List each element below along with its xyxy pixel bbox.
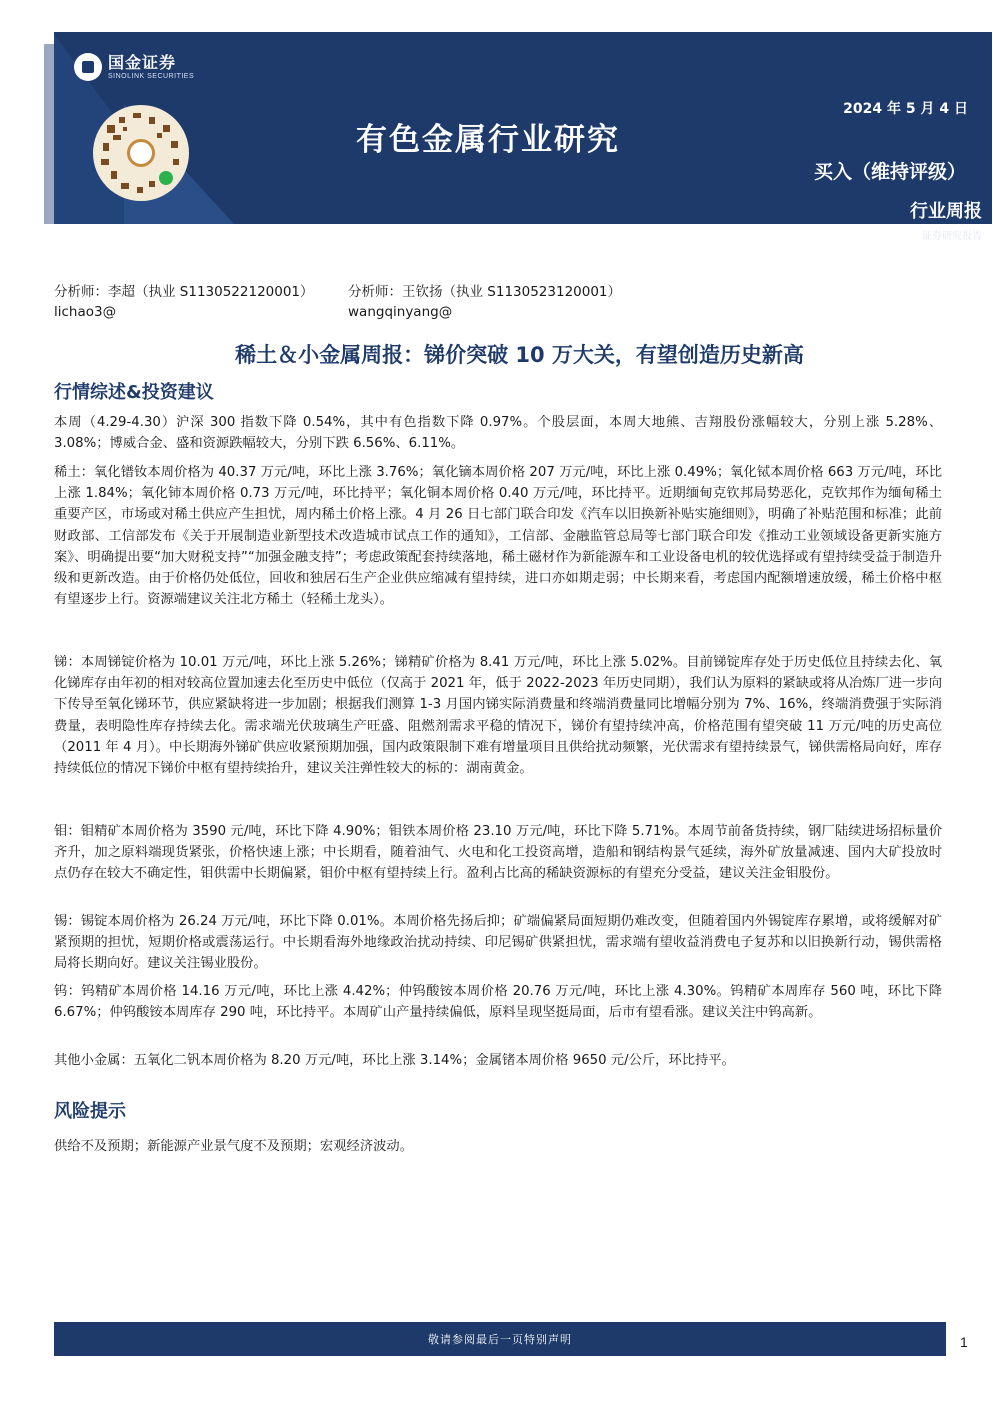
report-title: 有色金属行业研究	[356, 122, 620, 158]
logo-name-cn: 国金证券	[108, 52, 177, 72]
paragraph-antimony: 锑：本周锑锭价格为 10.01 万元/吨，环比上涨 5.26%；锑精矿价格为 8.41 万元/吨，环比上涨 5.02%。目前锑锭库存处于历史低位且持续去化、氧化锑库存由年初的相对较高位置加速去化至历史中低位（仅高于 2021 年，低于 2022-2023 年历史同期），我们认为原料的紧缺或将从冶炼厂进一步向下传导至氧化锑环节，供应紧缺将进一步加剧；根据我们测算 1-3 月国内锑实际消费量和终端消费量同比增幅分别为 7%、16%，终端消费强于实际消费量，表明隐性库存持续去化。需求端光伏玻璃生产旺盛、阻燃剂需求平稳的情况下，锑价有望持续冲高，价格范围有望突破 11 万元/吨的历史高位（2011 年 4 月）。中长期海外锑矿供应收紧预期加强，国内政策限制下难有增量项目且供给扰动频繁，光伏需求有望持续景气，锑供需格局向好，库存持续低位的情况下锑价中枢有望持续抬升，建议关注弹性较大的标的：湖南黄金。	[54, 655, 942, 777]
analyst-2	[348, 282, 621, 322]
analyst-2-email: wangqinyang@	[348, 304, 453, 320]
overview-heading: 行情综述&投资建议	[54, 382, 214, 403]
footer-disclaimer: 敬请参阅最后一页特别声明	[428, 1333, 572, 1346]
report-date: 2024 年 5 月 4 日	[843, 101, 968, 117]
logo-name-en: SINOLINK SECURITIES	[108, 72, 195, 80]
analyst-1-email: lichao3@	[54, 304, 117, 320]
header-side-bar	[44, 44, 54, 224]
paragraph-other-metals: 其他小金属：五氧化二钒本周价格为 8.20 万元/吨，环比上涨 3.14%；金属锗本周价格 9650 元/公斤，环比持平。	[54, 1053, 735, 1068]
footer-bar	[54, 1322, 946, 1356]
analyst-1	[54, 282, 314, 322]
logo-mark-icon	[74, 53, 102, 81]
analyst-1-name: 分析师：李超（执业 S1130522120001）	[54, 284, 314, 300]
paragraph-risk: 供给不及预期；新能源产业景气度不及预期；宏观经济波动。	[54, 1139, 414, 1154]
report-type: 行业周报	[910, 201, 982, 222]
paragraph-tungsten: 钨：钨精矿本周价格 14.16 万元/吨，环比上涨 4.42%；仲钨酸铵本周价格 20.76 万元/吨，环比上涨 4.30%。钨精矿本周库存 560 吨，环比下降 6.67%；仲钨酸铵本周库存 290 吨，环比持平。本周矿山产量持续偏低，原料呈现坚挺局面，后市有望看涨。建议关注中钨高新。	[54, 984, 942, 1021]
paragraph-rare-earth: 稀土：氧化镨钕本周价格为 40.37 万元/吨，环比上涨 3.76%；氧化镝本周价格 207 万元/吨，环比上涨 0.49%；氧化铽本周价格 663 万元/吨，环比上涨 1.84%；氧化铈本周价格 0.73 万元/吨，环比持平；氧化铜本周价格 0.40 万元/吨，环比持平。近期缅甸克钦邦局势恶化，克钦邦作为缅甸稀土重要产区，市场或对稀土供应产生担忧，周内稀土价格上涨。4 月 26 日七部门联合印发《汽车以旧换新补贴实施细则》，明确了补贴范围和标准；此前财政部、工信部发布《关于开展制造业新型技术改造城市试点工作的通知》，工信部、金融监管总局等七部门联合印发《推动工业领域设备更新实施方案》、明确提出要“加大财税支持”“加强金融支持”；考虑政策配套持续落地，稀土磁材作为新能源车和工业设备电机的较优选择或有望持续受益于制造升级和更新改造。由于价格仍处低位，回收和独居石生产企业供应缩减有望持续，进口亦如期走弱；中长期来看，考虑国内配额增速放缓，稀土价格中枢有望逐步上行。资源端建议关注北方稀土（轻稀土龙头）。	[54, 465, 942, 608]
paragraph-tin: 锡：锡锭本周价格为 26.24 万元/吨，环比下降 0.01%。本周价格先扬后抑；矿端偏紧局面短期仍难改变，但随着国内外锡锭库存累增，或将缓解对矿紧预期的担忧，短期价格或震荡运行。中长期看海外地缘政治扰动持续、印尼锡矿供紧担忧，需求端有望收益消费电子复苏和以旧换新行动，锡供需格局将长期向好。建议关注锡业股份。	[54, 914, 942, 972]
company-logo	[74, 53, 194, 81]
report-subtype: 证券研究报告	[922, 231, 982, 242]
main-title: 稀土＆小金属周报：锑价突破 10 万大关，有望创造历史新高	[235, 343, 804, 367]
paragraph-overview: 本周（4.29-4.30）沪深 300 指数下降 0.54%，其中有色指数下降 0.97%。个股层面，本周大地熊、吉翔股份涨幅较大，分别上涨 5.28%、3.08%；博威合金、盛和资源跌幅较大，分别下跌 6.56%、6.11%。	[54, 415, 942, 452]
paragraph-molybdenum: 钼：钼精矿本周价格为 3590 元/吨，环比下降 4.90%；钼铁本周价格 23.10 万元/吨，环比下降 5.71%。本周节前备货持续，钢厂陆续进场招标量价齐升，加之原料端现货紧张，价格快速上涨；中长期看，随着油气、火电和化工投资高增，造船和钢结构景气延续，海外矿放量减速、国内大矿投放时点仍存在较大不确定性，钼供需中长期偏紧，钼价中枢有望持续上行。盈利占比高的稀缺资源标的有望充分受益，建议关注金钼股份。	[54, 824, 942, 882]
rating: 买入（维持评级）	[813, 161, 966, 183]
analyst-2-name: 分析师：王钦扬（执业 S1130523120001）	[348, 284, 622, 300]
qr-code-icon	[93, 105, 189, 201]
wechat-icon	[159, 171, 173, 185]
risk-heading: 风险提示	[54, 1101, 126, 1122]
page-number: 1	[960, 1334, 968, 1350]
